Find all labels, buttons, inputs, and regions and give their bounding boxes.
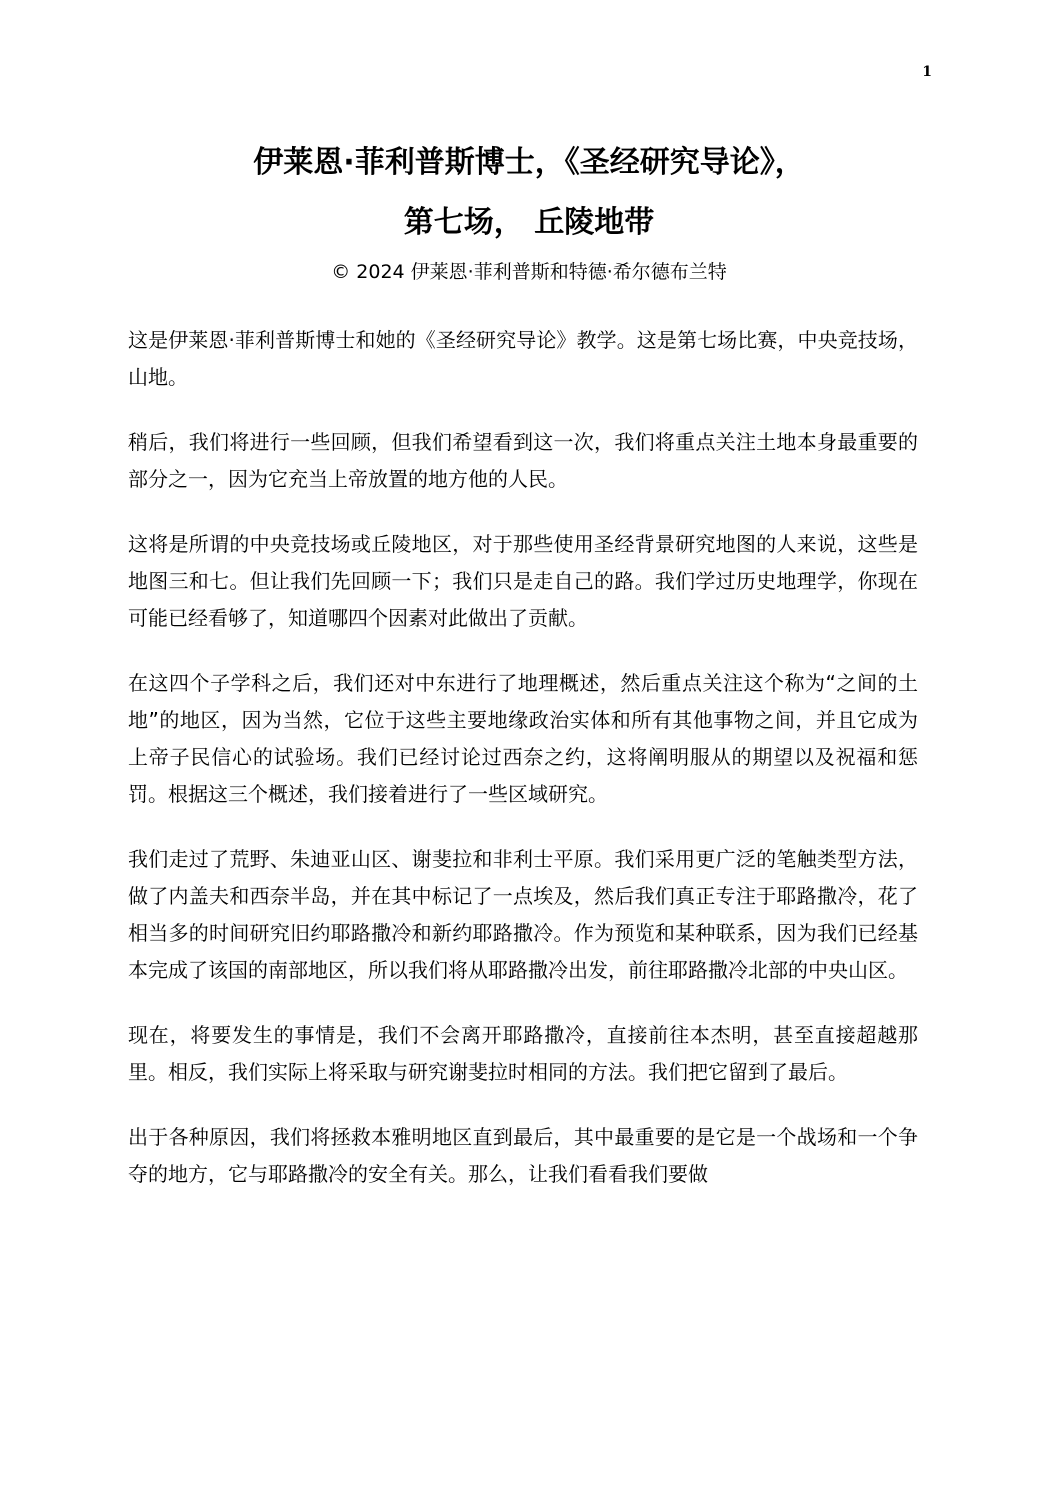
paragraph-3: 这将是所谓的中央竞技场或丘陵地区，对于那些使用圣经背景研究地图的人来说，这些是地图三和七。但让我们先回顾一下；我们只是走自己的路。我们学过历史地理学，你现在可能已经看够了，知道哪四个因素对此做出了贡献。: [128, 532, 918, 630]
copyright-line: © 2024 伊莱恩·菲利普斯和特德·希尔德布兰特: [331, 261, 727, 283]
document-body: [128, 322, 918, 1221]
paragraph-1: 这是伊莱恩·菲利普斯博士和她的《圣经研究导论》教学。这是第七场比赛，中央竞技场，山地。: [128, 328, 918, 389]
paragraph-5: 我们走过了荒野、朱迪亚山区、谢斐拉和非利士平原。我们采用更广泛的笔触类型方法，做了内盖夫和西奈半岛，并在其中标记了一点埃及，然后我们真正专注于耶路撒冷，花了相当多的时间研究旧约耶路撒冷和新约耶路撒冷。作为预览和某种联系，因为我们已经基本完成了该国的南部地区，所以我们将从耶路撒冷出发，前往耶路撒冷北部的中央山区。: [128, 847, 918, 982]
paragraph-6: 现在，将要发生的事情是，我们不会离开耶路撒冷，直接前往本杰明，甚至直接超越那里。相反，我们实际上将采取与研究谢斐拉时相同的方法。我们把它留到了最后。: [128, 1023, 918, 1084]
paragraph-7: 出于各种原因，我们将拯救本雅明地区直到最后，其中最重要的是它是一个战场和一个争夺的地方，它与耶路撒冷的安全有关。那么，让我们看看我们要做: [128, 1125, 918, 1186]
document-title-line-2: 第七场， 丘陵地带: [403, 205, 655, 240]
document-title-line-1: 伊莱恩·菲利普斯博士，《圣经研究导论》，: [253, 145, 805, 180]
paragraph-4: 在这四个子学科之后，我们还对中东进行了地理概述，然后重点关注这个称为“之间的土地”的地区，因为当然，它位于这些主要地缘政治实体和所有其他事物之间，并且它成为上帝子民信心的试验场。我们已经讨论过西奈之约，这将阐明服从的期望以及祝福和惩罚。根据这三个概述，我们接着进行了一些区域研究。: [128, 671, 918, 806]
page-number: 1: [922, 64, 932, 80]
paragraph-2: 稍后，我们将进行一些回顾，但我们希望看到这一次，我们将重点关注土地本身最重要的部分之一，因为它充当上帝放置的地方他的人民。: [128, 430, 918, 491]
